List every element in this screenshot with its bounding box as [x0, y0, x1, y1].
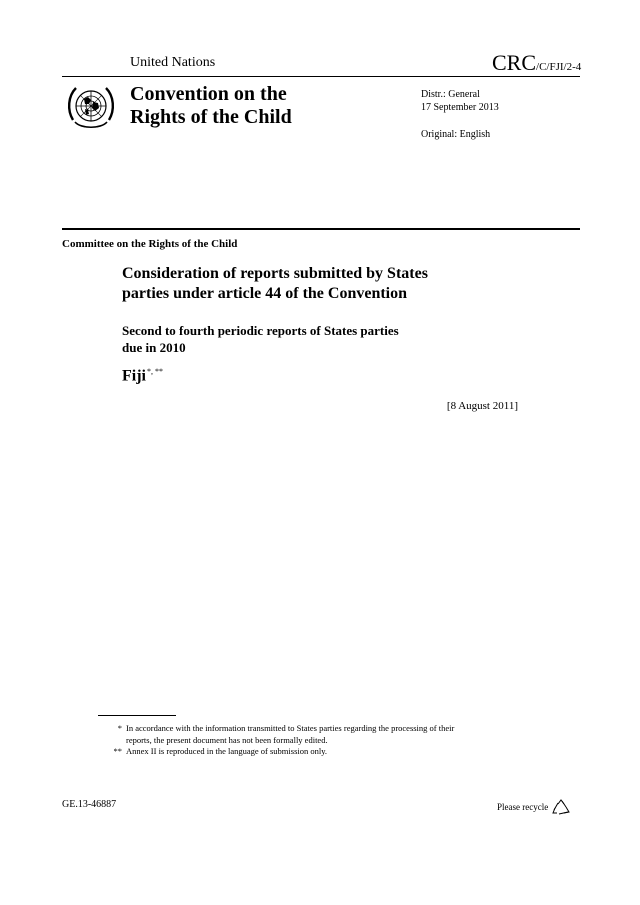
- recycle-notice: [497, 799, 572, 817]
- sub-heading: [122, 322, 482, 356]
- title-line-2: Rights of the Child: [130, 106, 292, 128]
- document-symbol: [492, 50, 581, 76]
- title-line-1: Convention on the: [130, 83, 287, 105]
- footnote-2: [108, 745, 518, 757]
- symbol-main: CRC: [492, 50, 537, 75]
- recycle-label: Please recycle: [497, 802, 549, 813]
- country-name: Fiji: [122, 367, 146, 385]
- document-title: [130, 83, 292, 129]
- main-heading: [122, 264, 522, 304]
- recycle-icon: [550, 799, 572, 817]
- footnote-1: [108, 722, 518, 746]
- main-heading-line-1: Consideration of reports submitted by States: [122, 265, 428, 282]
- footnote-text-continued: reports, the present document has not been formally edited.: [126, 735, 328, 745]
- footnote-mark: *: [117, 723, 122, 733]
- document-number: GE.13-46887: [62, 799, 117, 810]
- footnote-text: In accordance with the information transmitted to States parties regarding the processing of their: [126, 723, 455, 733]
- section-rule: [62, 228, 580, 230]
- country-heading: [122, 367, 163, 385]
- un-emblem-icon: [64, 82, 118, 134]
- header-rule: [62, 76, 580, 77]
- sub-heading-line-1: Second to fourth periodic reports of States parties: [122, 323, 399, 338]
- organization-name: United Nations: [130, 55, 216, 70]
- committee-name: Committee on the Rights of the Child: [62, 238, 238, 250]
- footnote-reference: *, **: [147, 367, 163, 376]
- footnote-rule: [98, 715, 176, 716]
- original-language: Original: English: [421, 129, 491, 140]
- distribution-label: Distr.: General: [421, 89, 480, 100]
- distribution-block: [421, 88, 499, 114]
- footnote-mark: **: [113, 746, 122, 756]
- symbol-suffix: /C/FJI/2-4: [536, 61, 582, 73]
- issue-date: 17 September 2013: [421, 102, 499, 113]
- sub-heading-line-2: due in 2010: [122, 340, 186, 355]
- main-heading-line-2: parties under article 44 of the Convention: [122, 285, 408, 302]
- report-date: [8 August 2011]: [446, 400, 518, 412]
- footnote-text: Annex II is reproduced in the language of submission only.: [126, 746, 328, 756]
